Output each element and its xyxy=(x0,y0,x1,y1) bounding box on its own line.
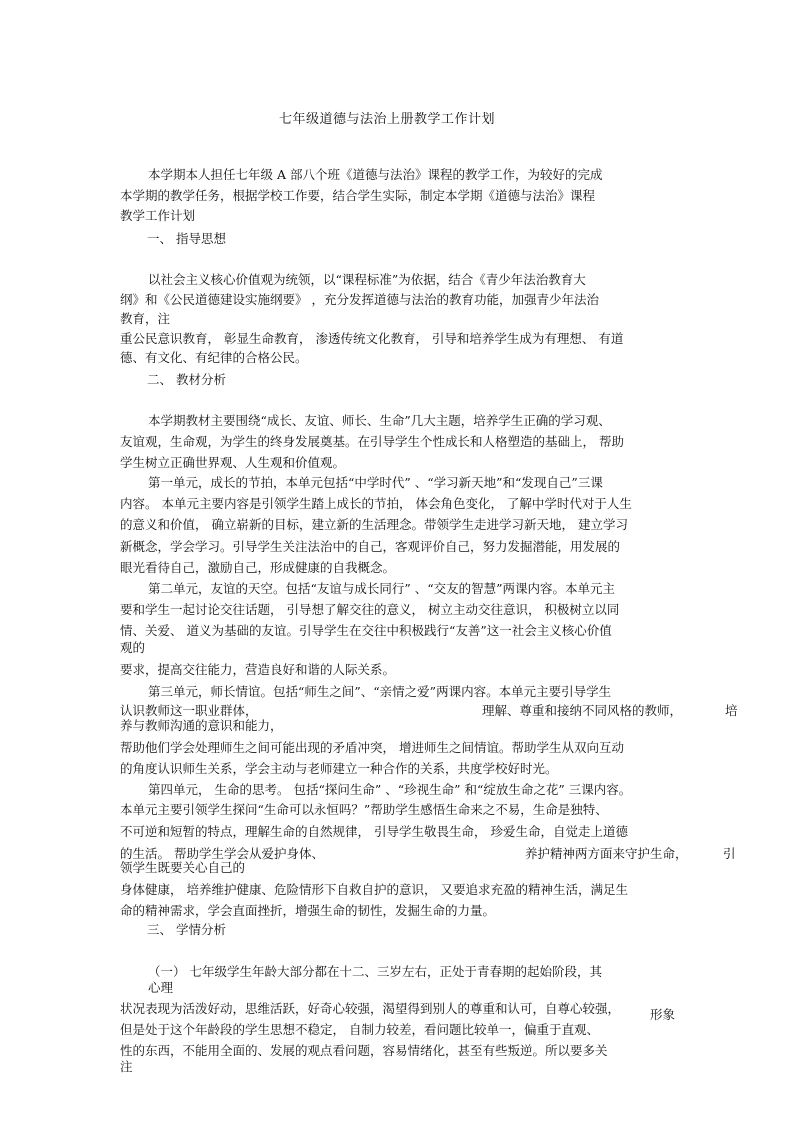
paragraph-line: 理解、尊重和接纳不同风格的教师， xyxy=(482,703,683,718)
paragraph-line: 领学生既要关心自己的 xyxy=(120,860,246,875)
paragraph-line: 性的东西，不能用全面的、发展的观点看问题，容易情绪化，甚至有些叛逆。所以要多关 xyxy=(120,1043,608,1058)
paragraph-line: 要求，提高交往能力，营造良好和谐的人际关系。 xyxy=(120,662,396,677)
section-heading: 二、 教材分析 xyxy=(147,372,226,387)
paragraph-line: 纲》和《公民道德建设实施纲要》 ，充分发挥道德与法治的教育功能，加强青少年法治 xyxy=(120,292,599,307)
paragraph-line: 学生树立正确世界观、人生观和价值观。 xyxy=(120,455,346,470)
paragraph-line: 教育，注 xyxy=(120,311,171,326)
paragraph-line: 本学期本人担任七年级 A 部八个班《道德与法治》课程的教学工作，为较好的完成 xyxy=(148,167,603,182)
paragraph-line: 教学工作计划 xyxy=(120,208,196,223)
paragraph-line: 本单元主要引领学生探问“生命可以永恒吗？”帮助学生感悟生命来之不易，生命是独特、 xyxy=(120,802,608,817)
paragraph-line: 重公民意识教育， 彰显生命教育， 渗透传统文化教育， 引导和培养学生成为有理想、 有道 xyxy=(120,331,624,346)
paragraph-line: 但是处于这个年龄段的学生思想不稳定， 自制力较差，看问题比较单一，偏重于直观、 xyxy=(120,1022,599,1037)
paragraph-line: 命的精神需求，学会直面挫折，增强生命的韧性，发掘生命的力量。 xyxy=(120,903,496,918)
paragraph-line: 的角度认识师生关系，学会主动与老师建立一种合作的关系，共度学校好时光。 xyxy=(120,761,558,776)
paragraph-line: 心理 xyxy=(148,980,174,995)
paragraph-line: 本学期的教学任务，根据学校工作要，结合学生实际，制定本学期《道德与法治》课程 xyxy=(120,188,596,203)
paragraph-line: 观的 xyxy=(120,640,146,655)
paragraph-line: 养与教师沟通的意识和能力， xyxy=(120,718,283,733)
paragraph-line: 引 xyxy=(723,846,736,861)
paragraph-line: 友谊观，生命观，为学生的终身发展奠基。在引导学生个性成长和人格塑造的基础上， 帮助 xyxy=(120,434,624,449)
paragraph-line: 身体健康， 培养维护健康、危险情形下自救自护的意识， 又要追求充盈的精神生活，满足生 xyxy=(120,882,628,897)
paragraph-line: 帮助他们学会处理师生之间可能出现的矛盾冲突， 增进师生之间情谊。帮助学生从双向互动 xyxy=(120,740,624,755)
paragraph-line: 不可逆和短暂的特点，理解生命的自然规律， 引导学生敬畏生命， 珍爱生命，自觉走上道德 xyxy=(120,824,628,839)
paragraph-line: 形象 xyxy=(650,1007,676,1022)
section-heading: 三、 学情分析 xyxy=(147,922,226,937)
paragraph-line: 新概念，学会学习。引导学生关注法治中的自己，客观评价自己，努力发掘潜能，用发展的 xyxy=(120,539,621,554)
paragraph-line: 情、关爱、 道义为基础的友谊。引导学生在交往中积极践行“友善”这一社会主义核心价值 xyxy=(120,623,612,638)
paragraph-line: 培 xyxy=(725,703,738,718)
paragraph-line: 认识教师这一职业群体， xyxy=(120,703,258,718)
paragraph-line: 的意义和价值， 确立崭新的目标，建立新的生活理念。带领学生走进学习新天地， 建立学习 xyxy=(120,517,628,532)
paragraph-line: 德、有文化、有纪律的合格公民。 xyxy=(120,350,308,365)
paragraph-line: 第四单元， 生命的思考。 包括“探问生命” 、“珍视生命” 和“绽放生命之花” 三课内容。 xyxy=(148,782,632,797)
paragraph-line: （一） 七年级学生年龄大部分都在十二、三岁左右，正处于青春期的起始阶段，其 xyxy=(148,964,602,979)
paragraph-line: 状况表现为活泼好动，思维活跃，好奇心较强，渴望得到别人的尊重和认可，自尊心较强， xyxy=(120,1001,621,1016)
paragraph-line: 眼光看待自己，激励自己，形成健康的自我概念。 xyxy=(120,560,396,575)
paragraph-line: 内容。 本单元主要内容是引领学生踏上成长的节拍， 体会角色变化， 了解中学时代对于人生 xyxy=(120,496,632,511)
paragraph-line: 本学期教材主要围绕“成长、友谊、师长、生命”几大主题，培养学生正确的学习观、 xyxy=(148,413,611,428)
paragraph-line: 要和学生一起讨论交往话题， 引导想了解交往的意义， 树立主动交往意识， 积极树立以同 xyxy=(120,602,620,617)
paragraph-line: 以社会主义核心价值观为统领，以“课程标准”为依据，结合《青少年法治教育大 xyxy=(148,272,586,287)
paragraph-line: 养护精神两方面来守护生命， xyxy=(525,846,688,861)
section-heading: 一、 指导思想 xyxy=(147,231,226,246)
paragraph-line: 第三单元，师长情谊。包括“师生之间”、“亲情之爱”两课内容。本单元主要引导学生 xyxy=(148,684,612,699)
paragraph-line: 注 xyxy=(120,1059,133,1074)
paragraph-line: 第一单元，成长的节拍，本单元包括“中学时代” 、“学习新天地”和“发现自己”三课 xyxy=(148,475,603,490)
paragraph-line: 第二单元，友谊的天空。包括“友谊与成长同行” 、“交友的智慧”两课内容。本单元主 xyxy=(148,581,616,596)
paragraph-line: 的生活。 帮助学生学会从爱护身体、 xyxy=(120,846,324,861)
document-title: 七年级道德与法治上册教学工作计划 xyxy=(279,112,496,127)
